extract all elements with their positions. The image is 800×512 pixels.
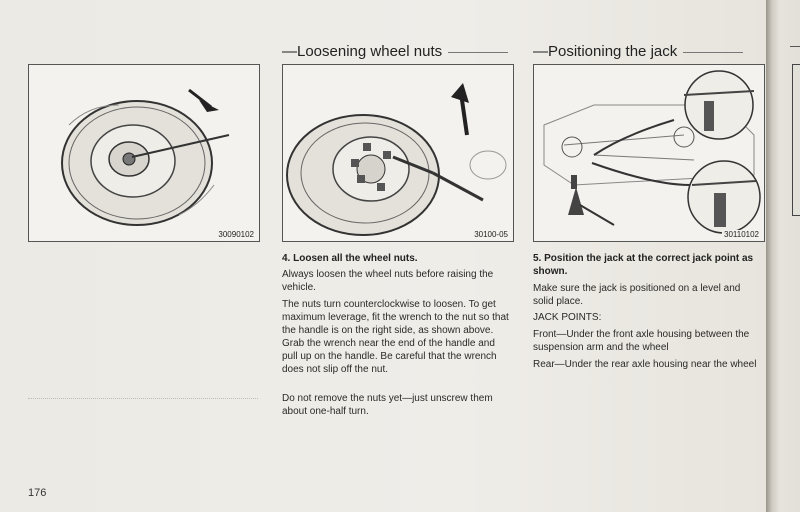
paragraph: Front—Under the front axle housing between the suspension arm and the wheel <box>533 329 750 353</box>
paragraph: Always loosen the wheel nuts before raising the vehicle. <box>282 269 494 293</box>
wheel-cap-figure <box>28 64 260 242</box>
step-heading: 4. Loosen all the wheel nuts. <box>282 253 418 264</box>
bleed-through-text <box>36 42 39 53</box>
jack-points-illustration <box>534 65 764 241</box>
paragraph: Do not remove the nuts yet—just unscrew them about one-half turn. <box>282 393 493 417</box>
jack-figure <box>533 64 765 242</box>
wheel-wrench-illustration <box>283 65 513 241</box>
wheel-cap-illustration <box>29 65 259 241</box>
section-title-jack: —Positioning the jack <box>533 43 743 60</box>
page-number: 176 <box>28 487 47 499</box>
figure-code: 30100-05 <box>474 230 508 239</box>
paragraph: The nuts turn counterclockwise to loosen. To get maximum leverage, fit the wrench to the nut so that the handle is on the right side, as shown above. Grab the wrench near the end of the handle and pull up on the handle. Be careful that the wrench does not slip off the nut. <box>282 299 509 375</box>
step-heading: 5. Position the jack at the correct jack point as shown. <box>533 253 754 277</box>
paragraph: Rear—Under the rear axle housing near the wheel <box>533 359 757 370</box>
bleed-through-rule <box>28 398 258 399</box>
jack-points-label: JACK POINTS: <box>533 312 602 323</box>
next-page-rule <box>790 46 800 47</box>
paragraph: Make sure the jack is positioned on a level and solid place. <box>533 283 741 307</box>
loosening-figure <box>282 64 514 242</box>
section-title-loosening: —Loosening wheel nuts <box>282 43 508 60</box>
figure-code: 30090102 <box>218 230 254 239</box>
figure-code: 30110102 <box>724 230 759 239</box>
next-page-figure-frame <box>792 64 800 216</box>
